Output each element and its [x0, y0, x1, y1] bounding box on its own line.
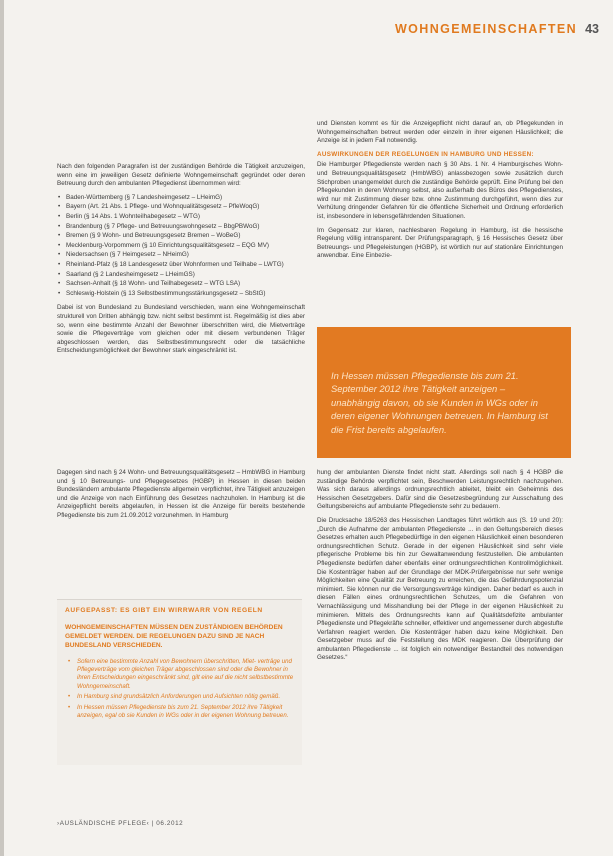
list-item: • Niedersachsen (§ 7 Heimgesetz – NHeimG)	[66, 251, 305, 260]
page-edge	[0, 0, 4, 856]
info-box-lead: WOHNGEMEINSCHAFTEN MÜSSEN DEN ZUSTÄNDIGEN BEHÖRDEN GEMELDET WERDEN. DIE REGELUNGEN DAZU SIND JE NACH BUNDESLAND VERSCHIEDEN.	[65, 624, 283, 650]
list-item: • Sachsen-Anhalt (§ 18 Wohn- und Teilhabegesetz – WTG LSA)	[66, 280, 305, 289]
left-paragraph-1: Dabei ist von Bundesland zu Bundesland verschieden, wann eine Wohngemeinschaft strukturell von Dritten abhängig bzw. nicht selbst bestimmt ist. Regelmäßig ist dies aber so, wenn eine bestimmte Anzahl der Bewohner überschritten wird, die Mietverträge sowie die Pflegeverträge vom gleichen oder mit diesem verbundenen Träger abgeschlossen werden, das Selbstbestimmungsrecht oder die tatsächliche Entscheidungsmöglichkeit der Bewohner stark eingeschränkt ist.	[57, 304, 305, 355]
list-item: • Saarland (§ 2 Landesheimgesetz – LHeimGS)	[66, 271, 305, 280]
list-item: • Schleswig-Holstein (§ 13 Selbstbestimmungsstärkungsgesetz – SbStG)	[66, 290, 305, 299]
info-box-label: AUFGEPASST: ES GIBT EIN WIRRWARR VON REGELN	[65, 607, 263, 614]
pull-quote-text: In Hessen müssen Pflegedienste bis zum 21. September 2012 ihre Tätigkeit anzeigen – unabhängig davon, ob sie Kunden in WGs oder in deren eigener Wohnungen betreuen. In Hamburg ist die Frist bereits abgelaufen.	[331, 370, 548, 435]
right-paragraph-1: und Diensten kommt es für die Anzeigepflicht nicht darauf an, ob Pflegekunden in Wohngemeinschaften betreut werden oder einzeln in ihrer eigenen Häuslichkeit; die Anzeige ist in jedem Fall notwendig.	[317, 120, 563, 145]
page-number: 43	[585, 22, 599, 36]
right-paragraph-4: hung der ambulanten Dienste findet nicht statt. Allerdings soll nach § 4 HGBP die zuständige Behörde verpflichtet sein, Beschwerden Leistungsrechtlich nachzugehen. Was sich daraus allerdings ordnungsrechtlich ableitet, bleibt ein Geheimnis des Hessischen Gesetzgebers. Dafür sind die Gesetzesbegründung zur Ausschaltung des Geltungsbereichs auf ambulante Pflegedienste sehr zu bedauern.	[317, 469, 563, 511]
right-column-top	[317, 120, 563, 266]
list-item: • Baden-Württemberg (§ 7 Landesheimgesetz – LHeimG)	[66, 194, 305, 203]
pull-quote-box	[317, 327, 571, 458]
list-item: • Sofern eine bestimmte Anzahl von Bewohnern überschritten, Miet- verträge und Pflegeverträge vom gleichen Träger abgeschlossen sind oder die Bewohner in ihren Entscheidungen eingeschränkt sind, gilt eine auf die nicht selbstbestimmte Wohngemeinschaft.	[77, 658, 294, 692]
section-heading: AUSWIRKUNGEN DER REGELUNGEN IN HAMBURG UND HESSEN:	[317, 150, 534, 158]
left-intro: Nach den folgenden Paragrafen ist der zuständigen Behörde die Tätigkeit anzuzeigen, wenn eine im jeweiligen Gesetz definierte Wohngemeinschaft gegründet oder deren Betreuung durch den ambulanten Pflegedienst übernommen wird:	[57, 163, 305, 188]
list-item: • Bremen (§ 9 Wohn- und Betreuungsgesetz Bremen – WoBeG)	[66, 232, 305, 241]
page-footer: ›AUSLÄNDISCHE PFLEGE‹ | 06.2012	[57, 820, 184, 827]
left-paragraph-2: Dagegen sind nach § 24 Wohn- und Betreuungsqualitätsgesetz – HmbWBG in Hamburg und § 10 Betreuungs- und Pflegegesetzes (HGBP) in Hessen in diesen beiden Bundesländern ambulante Pflegedienste allgemein verpflichtet, ihre Tätigkeit anzuzeigen und die Anzeige von nach Einführung des Gesetzes nachzuholen. In Hamburg ist die Anzeigepflicht bereits abgelaufen, in Hessen ist die Anzeige für bereits bestehende Pflegedienste bis zum 21.09.2012 vorzunehmen. In Hamburg	[57, 469, 305, 519]
left-column	[57, 163, 305, 361]
info-box	[57, 599, 302, 765]
left-column-lower	[57, 469, 305, 526]
state-law-list	[57, 194, 305, 299]
info-box-list	[65, 658, 294, 721]
right-paragraph-5: Die Drucksache 18/5263 des Hessischen Landtages führt wörtlich aus (S. 19 und 20): „Durch die Aufnahme der ambulanten Pflegedienste ... in den Geltungsbereich dieses Gesetzes erhalten auch Pflegebedürftige in den eigenen Häuslichkeit einen besonderen ordnungsrechtlichen Schutz. Gerade in der eigenen Häuslichkeit sind sehr viele pflegerische Probleme bis hin zur Gewaltanwendung festzustellen. Die ambulanten Pflegedienste bedürfen daher ebenfalls einer ordnungsrechtlichen Kontrollmöglichkeit. Die Kostenträger haben auf der Grundlage der MDK-Prüfergebnisse nur sehr wenige Möglichkeiten eine Qualität zur Betreuung zu erreichen, die das Gefährdungspotenzial minimiert. Sie können nur die Versorgungsverträge kündigen. Daher bedarf es auch in diesen Fällen eines ordnungsrechtlichen Schutzes, um die Gefahren von Vernachlässigung und Misshandlung bei der Pflege in der eigenen Häuslichkeit zu minimieren. Mittels des Ordnungsrechts kann auf Qualitätsdefizite ambulanter Pflegedienste und Pflegekräfte schneller, effektiver und angemessener durch abgestufte Verfahren reagiert werden. Die Kostenträger haben dazu keine Möglichkeit. Den Gesetzgeber muss auf die Feststellung des MDK reagieren. Die Überprüfung der ambulanten Pflegedienste ... ist folglich ein notwendiger Bestandteil des notwendigen Gesetzes.“	[317, 516, 563, 662]
list-item: • In Hamburg sind grundsätzlich Anforderungen und Aufsichten nötig gemäß.	[77, 693, 294, 701]
right-column-bottom	[317, 469, 563, 668]
list-item: • In Hessen müssen Pflegedienste bis zum 21. September 2012 ihre Tätigkeit anzeigen, egal ob sie Kunden in WGs oder in der eigenen Wohnung betreuen.	[77, 704, 294, 721]
list-item: • Rheinland-Pfalz (§ 18 Landesgesetz über Wohnformen und Teilhabe – LWTG)	[66, 261, 305, 270]
right-paragraph-3: Im Gegensatz zur klaren, nachlesbaren Regelung in Hamburg, ist die hessische Regelung völlig intransparent. Der Prüfungsparagraph, § 16 Hessisches Gesetz über Betreuungs- und Pflegeleistungen (HGBP), ist wörtlich nur auf stationäre Einrichtungen anwendbar. Eine Einbezie-	[317, 226, 563, 260]
list-item: • Mecklenburg-Vorpommern (§ 10 Einrichtungsqualitätsgesetz – EQG MV)	[66, 242, 305, 251]
list-item: • Bayern (Art. 21 Abs. 1 Pflege- und Wohnqualitätsgesetz – PfleWoqG)	[66, 203, 305, 212]
page-header	[395, 22, 599, 36]
running-title: WOHNGEMEINSCHAFTEN	[394, 22, 578, 36]
list-item: • Berlin (§ 14 Abs. 1 Wohnteilhabegesetz – WTG)	[66, 213, 305, 222]
list-item: • Brandenburg (§ 7 Pflege- und Betreuungswohngesetz – BbgPBWoG)	[66, 223, 305, 232]
right-paragraph-2: Die Hamburger Pflegedienste werden nach § 30 Abs. 1 Nr. 4 Hamburgisches Wohn- und Betreuungsqualitätsgesetz (HmbWBG) anlassbezogen sowie zusätzlich durch Stichproben unangemeldet durch die zuständige Behörde geprüft. Eine Prüfung bei den Pflegekunden in deren Wohnung selbst, also außerhalb des Büros des Pflegedienstes, wird nur mit Zustimmung dieser bzw. ohne Zustimmung durchgeführt, wenn dies zur Verhütung dringender Gefahren für die öffentliche Sicherheit und Ordnung erforderlich ist, insbesondere in lebensgefährdenden Situationen.	[317, 161, 563, 220]
